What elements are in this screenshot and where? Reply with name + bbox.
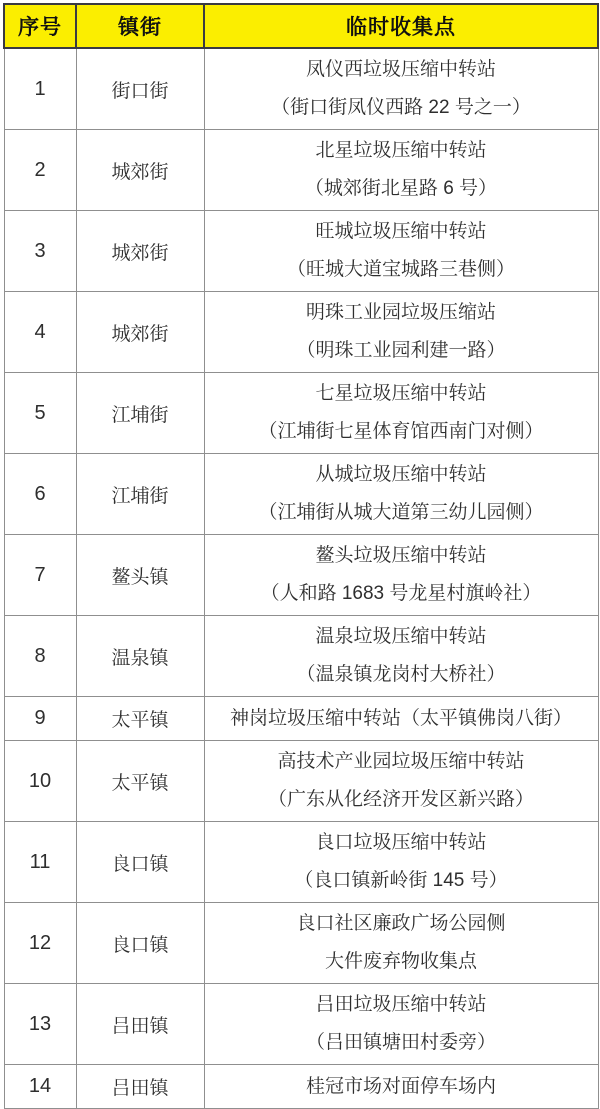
point-line: 旺城垃圾压缩中转站 [315, 221, 487, 242]
row-index-cell: 4 [4, 292, 76, 373]
town-cell: 太平镇 [76, 697, 204, 741]
table-row [4, 903, 598, 984]
table-row [4, 535, 598, 616]
point-line: 明珠工业园垃圾压缩站 [305, 302, 496, 323]
col-header-index: 序号 [4, 4, 76, 48]
row-index-cell: 8 [4, 616, 76, 697]
point-line: （温泉镇龙岗村大桥社） [296, 664, 506, 685]
row-index-cell: 13 [4, 984, 76, 1065]
town-cell: 城郊街 [76, 130, 204, 211]
point-line: （江埔街七星体育馆西南门对侧） [258, 421, 544, 442]
table-row [4, 130, 598, 211]
row-index-cell: 2 [4, 130, 76, 211]
row-index-cell: 6 [4, 454, 76, 535]
town-cell: 吕田镇 [76, 984, 204, 1065]
row-index-cell: 11 [4, 822, 76, 903]
row-index-cell: 12 [4, 903, 76, 984]
point-cell [204, 741, 598, 822]
town-cell: 江埔街 [76, 373, 204, 454]
col-header-point: 临时收集点 [204, 4, 598, 48]
point-line: 北星垃圾压缩中转站 [315, 140, 487, 161]
table-row [4, 822, 598, 903]
point-line: 温泉垃圾压缩中转站 [315, 626, 487, 647]
point-cell [204, 130, 598, 211]
point-line: 从城垃圾压缩中转站 [315, 464, 487, 485]
point-line: 良口社区廉政广场公园侧 [296, 913, 506, 934]
point-cell [204, 697, 598, 741]
point-line: 良口垃圾压缩中转站 [315, 832, 487, 853]
point-line: （吕田镇塘田村委旁） [305, 1032, 496, 1053]
town-cell: 良口镇 [76, 822, 204, 903]
point-cell [204, 454, 598, 535]
point-line: 高技术产业园垃圾压缩中转站 [277, 751, 525, 772]
town-cell: 太平镇 [76, 741, 204, 822]
table-row [4, 373, 598, 454]
point-cell [204, 373, 598, 454]
town-cell: 吕田镇 [76, 1065, 204, 1109]
point-line: （江埔街从城大道第三幼儿园侧） [258, 502, 544, 523]
point-cell [204, 903, 598, 984]
point-line: 七星垃圾压缩中转站 [315, 383, 487, 404]
table-row [4, 454, 598, 535]
point-cell [204, 48, 598, 130]
row-index-cell: 5 [4, 373, 76, 454]
table-row [4, 616, 598, 697]
point-line: （广东从化经济开发区新兴路） [267, 789, 534, 810]
town-cell: 良口镇 [76, 903, 204, 984]
town-cell: 温泉镇 [76, 616, 204, 697]
table-row [4, 984, 598, 1065]
town-cell: 江埔街 [76, 454, 204, 535]
collection-points-table [3, 3, 599, 1109]
point-cell [204, 211, 598, 292]
point-line: （明珠工业园利建一路） [296, 340, 506, 361]
row-index-cell: 3 [4, 211, 76, 292]
point-cell [204, 292, 598, 373]
point-line: （街口街凤仪西路 22 号之一） [271, 97, 531, 118]
point-line: （城郊街北星路 6 号） [304, 178, 498, 199]
row-index-cell: 7 [4, 535, 76, 616]
point-cell [204, 1065, 598, 1109]
row-index-cell: 14 [4, 1065, 76, 1109]
point-line: 神岗垃圾压缩中转站（太平镇佛岗八街） [229, 707, 572, 729]
row-index-cell: 10 [4, 741, 76, 822]
header-row [4, 4, 598, 48]
table-row [4, 48, 598, 130]
town-cell: 鳌头镇 [76, 535, 204, 616]
point-line: 凤仪西垃圾压缩中转站 [305, 59, 496, 80]
col-header-town: 镇街 [76, 4, 204, 48]
town-cell: 城郊街 [76, 292, 204, 373]
row-index-cell: 9 [4, 697, 76, 741]
table-row [4, 741, 598, 822]
table-row [4, 211, 598, 292]
point-line: 桂冠市场对面停车场内 [305, 1075, 496, 1097]
point-line: （旺城大道宝城路三巷侧） [286, 259, 515, 280]
point-cell [204, 616, 598, 697]
point-line: （人和路 1683 号龙星村旗岭社） [260, 583, 542, 604]
table-row [4, 292, 598, 373]
point-line: 鳌头垃圾压缩中转站 [315, 545, 487, 566]
table-row [4, 697, 598, 741]
town-cell: 街口街 [76, 48, 204, 130]
table-row [4, 1065, 598, 1109]
point-line: 吕田垃圾压缩中转站 [315, 994, 487, 1015]
point-line: （良口镇新岭街 145 号） [294, 870, 508, 891]
point-cell [204, 984, 598, 1065]
point-cell [204, 535, 598, 616]
point-line: 大件废弃物收集点 [324, 951, 477, 972]
point-cell [204, 822, 598, 903]
table-body [4, 48, 598, 1109]
town-cell: 城郊街 [76, 211, 204, 292]
row-index-cell: 1 [4, 48, 76, 130]
